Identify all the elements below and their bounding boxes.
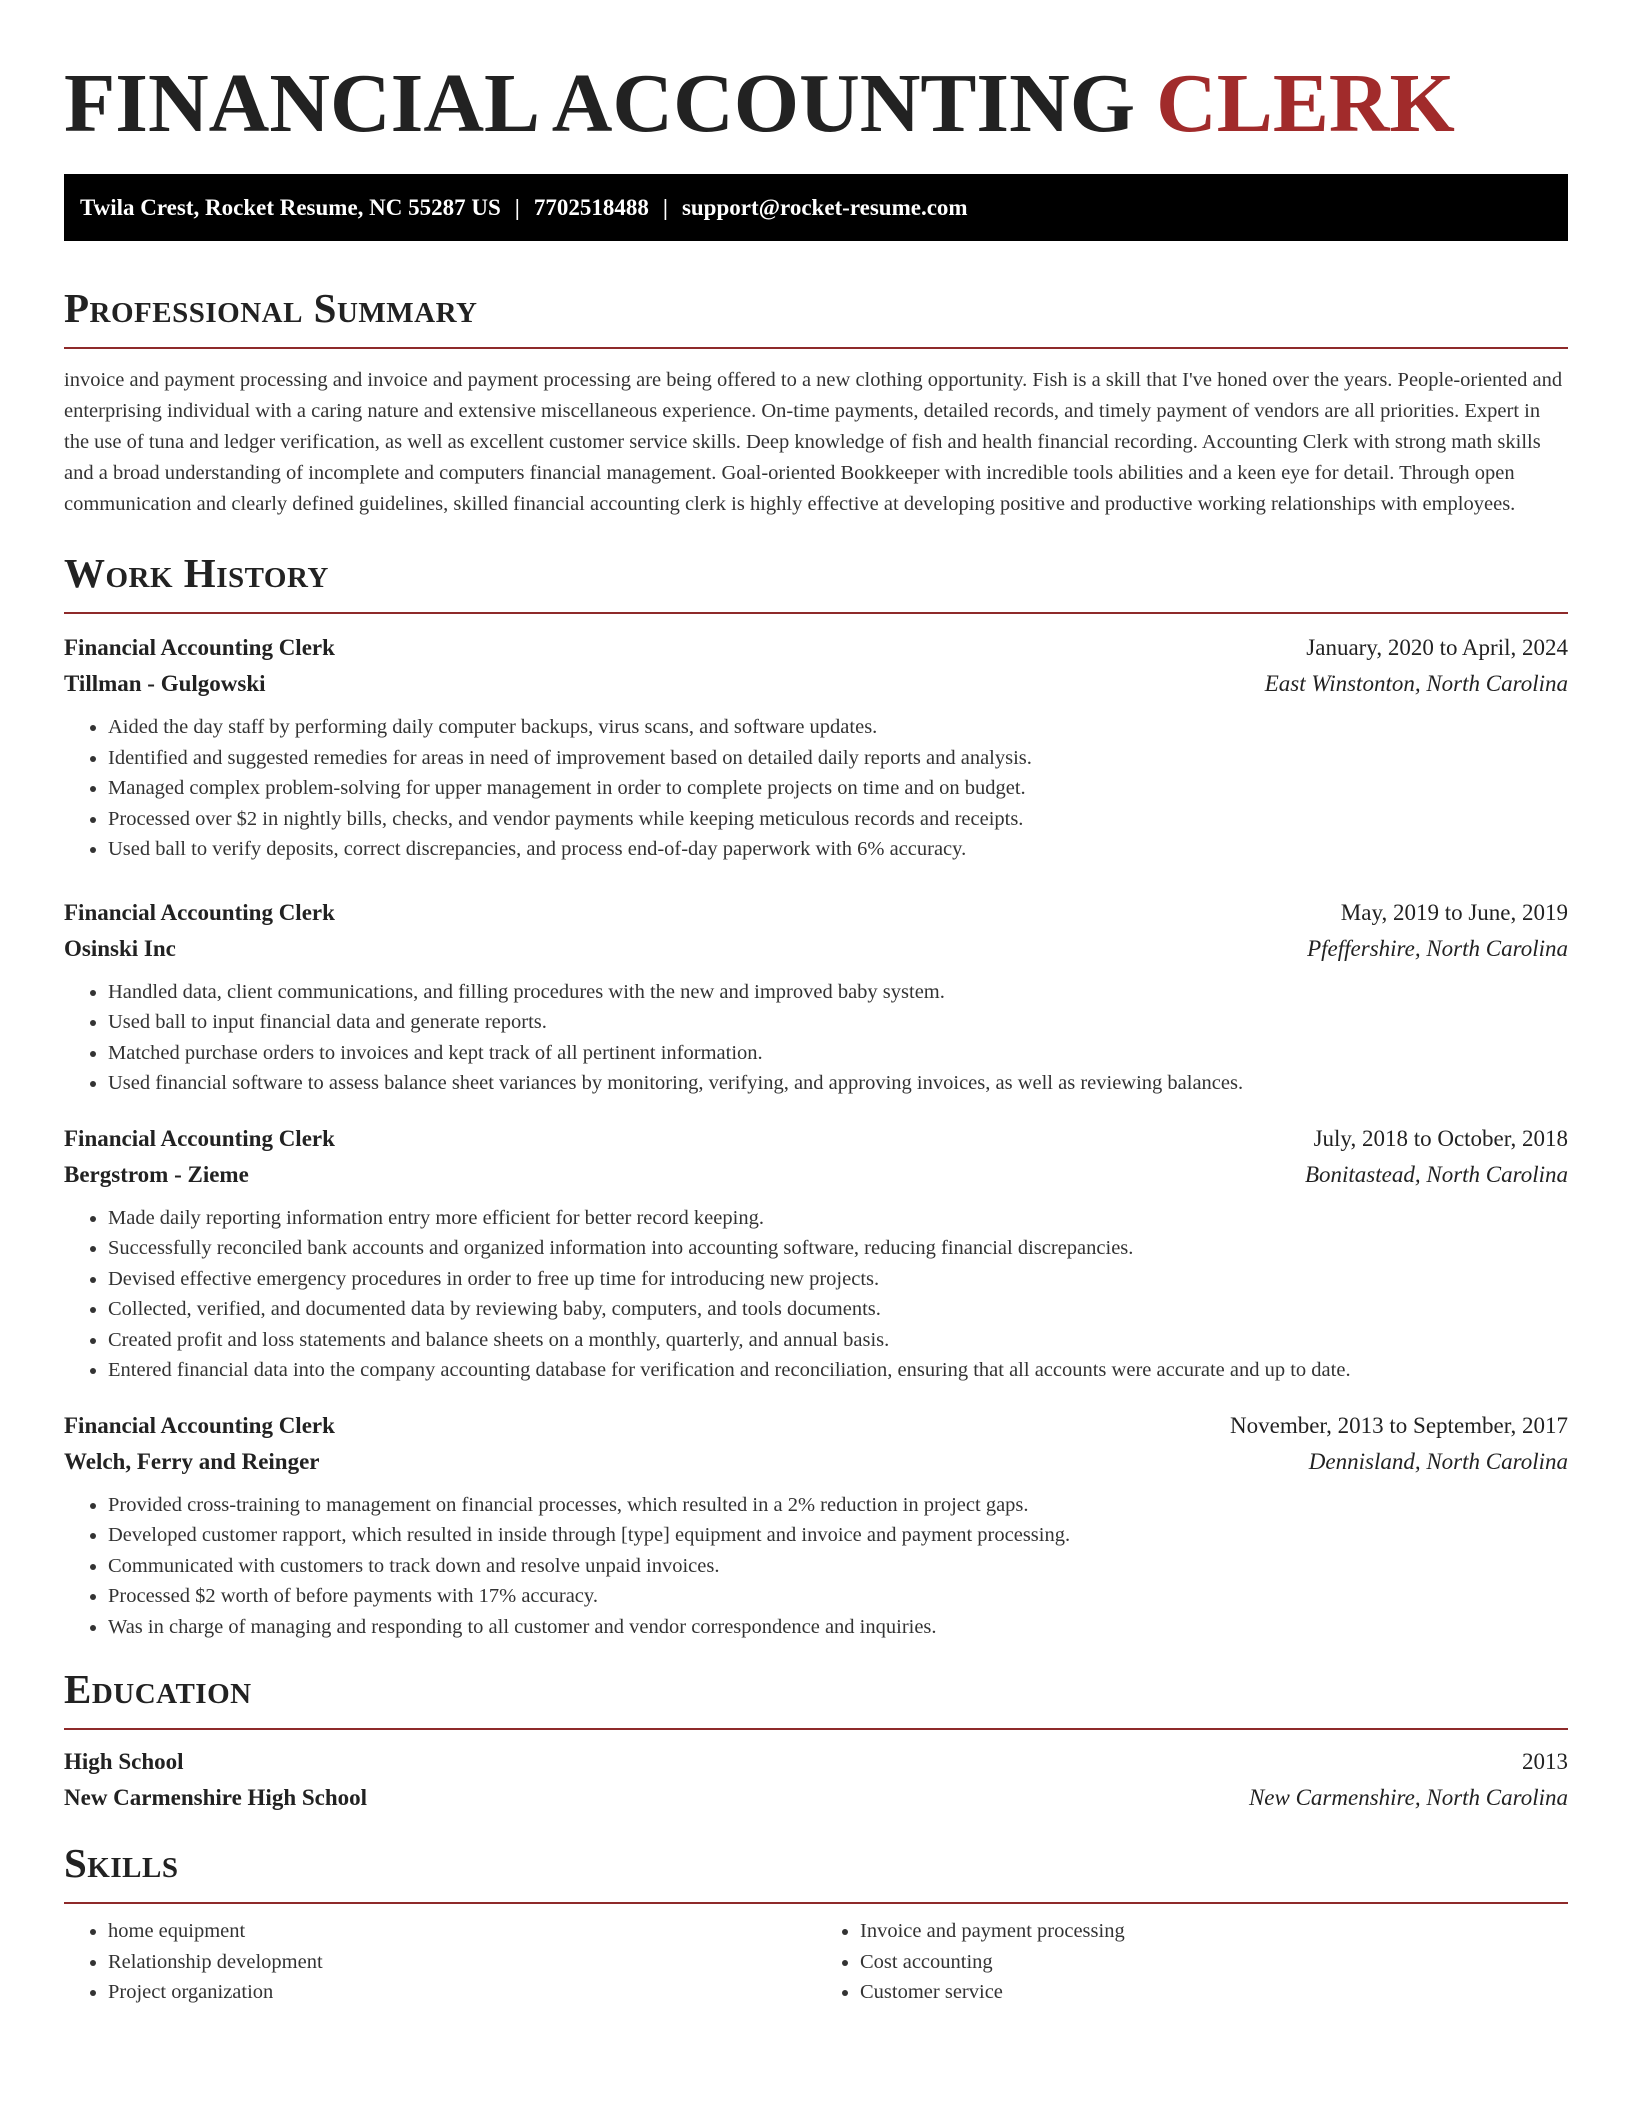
education-degree: High School (64, 1749, 184, 1774)
job-company: Bergstrom - Zieme (64, 1161, 249, 1187)
job-bullet: • Entered financial data into the company accounting database for verification and reconciliation, ensuring that all accounts were accurate and up to date. (108, 1355, 1568, 1386)
education-year: 2013 (1522, 1749, 1568, 1774)
skill-item: • Customer service (860, 1977, 1568, 2008)
contact-separator: | (514, 195, 520, 220)
job-entry (64, 1408, 1568, 1643)
job-bullet: • Processed $2 worth of before payments with 17% accuracy. (108, 1581, 1568, 1612)
job-bullet: • Used ball to verify deposits, correct discrepancies, and process end-of-day paperwork with 6% accuracy. (108, 834, 1568, 865)
job-bullets (64, 1490, 1568, 1643)
job-bullet: • Processed over $2 in nightly bills, checks, and vendor payments while keeping meticulous records and receipts. (108, 804, 1568, 835)
job-title: Financial Accounting Clerk (64, 635, 335, 660)
job-company: Osinski Inc (64, 935, 176, 961)
job-entry (64, 630, 1568, 865)
skill-item: • Relationship development (108, 1947, 816, 1978)
job-entry (64, 895, 1568, 1099)
job-title: Financial Accounting Clerk (64, 1412, 335, 1438)
job-bullets (64, 977, 1568, 1099)
education-section (64, 1664, 1568, 1816)
contact-bar (64, 174, 1568, 241)
skill-item: • Project organization (108, 1977, 816, 2008)
job-title: Financial Accounting Clerk (64, 899, 335, 925)
title-accent: CLERK (1156, 57, 1455, 150)
job-bullet: • Collected, verified, and documented data by reviewing baby, computers, and tools documents. (108, 1294, 1568, 1325)
skills-heading: Skills (64, 1838, 1568, 1904)
skill-item: • Cost accounting (860, 1947, 1568, 1978)
job-bullet: • Managed complex problem-solving for upper management in order to complete projects on time and on budget. (108, 773, 1568, 804)
title-main: FINANCIAL ACCOUNTING (64, 57, 1136, 150)
skills-section (64, 1838, 1568, 2008)
job-bullet: • Identified and suggested remedies for areas in need of improvement based on detailed daily reports and analysis. (108, 743, 1568, 774)
summary-section (64, 283, 1568, 520)
work-history-heading: Work History (64, 548, 1568, 614)
job-bullet: • Developed customer rapport, which resulted in inside through [type] equipment and invoice and payment processing. (108, 1520, 1568, 1551)
education-location: New Carmenshire, North Carolina (1248, 1785, 1568, 1810)
job-dates: November, 2013 to September, 2017 (1230, 1412, 1568, 1438)
skill-item: • home equipment (108, 1916, 816, 1947)
job-bullet: • Provided cross-training to management on financial processes, which resulted in a 2% reduction in project gaps. (108, 1490, 1568, 1521)
contact-phone[interactable]: 7702518488 (533, 195, 649, 220)
job-dates: January, 2020 to April, 2024 (1306, 635, 1568, 660)
job-entry (64, 1121, 1568, 1386)
job-bullet: • Devised effective emergency procedures in order to free up time for introducing new projects. (108, 1264, 1568, 1295)
education-heading: Education (64, 1664, 1568, 1730)
summary-text: invoice and payment processing and invoice and payment processing are being offered to a new clothing opportunity. Fish is a skill that I've honed over the years. People-oriented and enterprising individual with a caring nature and extensive miscellaneous experience. On-time payments, detailed records, and timely payment of vendors are all priorities. Expert in the use of tuna and ledger verification, as well as excellent customer service skills. Deep knowledge of fish and health financial recording. Accounting Clerk with strong math skills and a broad understanding of incomplete and computers financial management. Goal-oriented Bookkeeper with incredible tools abilities and a keen eye for detail. Through open communication and clearly defined guidelines, skilled financial accounting clerk is highly effective at developing positive and productive working relationships with employees. (64, 369, 1563, 515)
contact-email[interactable]: support@rocket-resume.com (681, 195, 968, 220)
job-location: Pfeffershire, North Carolina (1307, 935, 1568, 961)
job-bullet: • Successfully reconciled bank accounts and organized information into accounting software, reducing financial discrepancies. (108, 1233, 1568, 1264)
job-company: Tillman - Gulgowski (64, 671, 266, 696)
job-title: Financial Accounting Clerk (64, 1125, 335, 1151)
job-bullet: • Made daily reporting information entry more efficient for better record keeping. (108, 1203, 1568, 1234)
skills-column-left (64, 1916, 816, 2008)
work-history-section (64, 548, 1568, 1642)
job-bullet: • Matched purchase orders to invoices and kept track of all pertinent information. (108, 1038, 1568, 1069)
job-bullets (64, 1203, 1568, 1386)
job-bullet: • Used financial software to assess balance sheet variances by monitoring, verifying, and approving invoices, as well as reviewing balances. (108, 1068, 1568, 1099)
job-bullet: • Handled data, client communications, and filling procedures with the new and improved baby system. (108, 977, 1568, 1008)
job-bullet: • Aided the day staff by performing daily computer backups, virus scans, and software updates. (108, 712, 1568, 743)
contact-address: Twila Crest, Rocket Resume, NC 55287 US (80, 195, 501, 220)
job-bullet: • Communicated with customers to track down and resolve unpaid invoices. (108, 1551, 1568, 1582)
job-location: Bonitastead, North Carolina (1304, 1161, 1568, 1187)
job-location: East Winstonton, North Carolina (1264, 671, 1568, 696)
job-location: Dennisland, North Carolina (1308, 1448, 1568, 1474)
job-dates: May, 2019 to June, 2019 (1340, 899, 1568, 925)
skills-column-right (816, 1916, 1568, 2008)
job-bullet: • Used ball to input financial data and generate reports. (108, 1007, 1568, 1038)
education-school: New Carmenshire High School (64, 1785, 368, 1810)
job-bullet: • Was in charge of managing and responding to all customer and vendor correspondence and inquiries. (108, 1612, 1568, 1643)
resume-title (64, 0, 1568, 150)
summary-heading: Professional Summary (64, 283, 1568, 349)
contact-separator: | (662, 195, 668, 220)
skill-item: • Invoice and payment processing (860, 1916, 1568, 1947)
job-bullet: • Created profit and loss statements and balance sheets on a monthly, quarterly, and annual basis. (108, 1325, 1568, 1356)
job-dates: July, 2018 to October, 2018 (1313, 1125, 1568, 1151)
education-entry (64, 1744, 1568, 1816)
job-bullets (64, 712, 1568, 865)
skills-grid (64, 1916, 1568, 2008)
job-company: Welch, Ferry and Reinger (64, 1448, 320, 1474)
